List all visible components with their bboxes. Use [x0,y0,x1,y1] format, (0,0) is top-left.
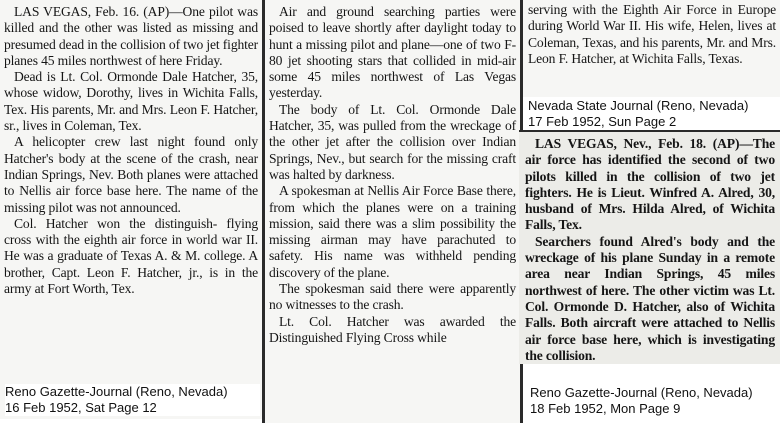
article-paragraph: Air and ground searching parties were poised to leave shortly after daylight today to hunt a missing pilot and plane—one of two F-80 jet shooting stars that collided in mid-air some 45 miles northwest of Las Vegas yesterday. [269,4,516,101]
article-paragraph: LAS VEGAS, Nev., Feb. 18. (AP)—The air force has identified the second of two pilots killed in the collision of two jet fighters. He is Lieut. Winfred A. Alred, 30, husband of Mrs. Hilda Alred, of Wichita Falls, Tex. [525,136,775,233]
caption-publication: Nevada State Journal (Reno, Nevada) [528,98,749,113]
source-caption [5,384,260,416]
article-paragraph: The body of Lt. Col. Ormonde Dale Hatcher, 35, was pulled from the wreckage of the other jet after the collision over Indian Springs, Nev., but search for the missing craft was halted by darkness. [269,101,516,182]
clipping-middle-article [265,0,520,423]
clipping-reno-gazette-feb16 [0,0,262,419]
caption-date-page: 17 Feb 1952, Sun Page 2 [528,114,677,129]
caption-publication: Reno Gazette-Journal (Reno, Nevada) [5,384,228,399]
article-body [269,4,516,346]
source-caption [530,385,780,417]
article-body [528,2,776,67]
article-paragraph: Col. Hatcher won the distinguish- flying cross with the eighth air force in world war II. He was a graduate of Texas A. & M. college. A brother, Capt. Leon F. Hatcher, jr., is in the army at Fort Worth, Tex. [4,215,258,297]
article-paragraph: A spokesman at Nellis Air Force Base there, from which the planes were on a training mission, said there was a slim possibility the missing airman may have parachuted to safety. His name was withheld pending discovery of the plane. [269,183,516,280]
clipping-nevada-state-journal-feb17 [523,0,780,97]
article-paragraph: Lt. Col. Hatcher was awarded the Distinguished Flying Cross while [269,313,516,345]
article-paragraph: LAS VEGAS, Feb. 16. (AP)—One pilot was killed and the other was listed as missing and presumed dead in the collision of two jet fighter planes 45 miles northwest of here Friday. [4,4,258,68]
article-paragraph: Dead is Lt. Col. Ormonde Dale Hatcher, 35, whose widow, Dorothy, lives in Wichita Falls, Tex. His parents, Mr. and Mrs. Leon F. Hatcher, sr., lives in Coleman, Tex. [4,69,258,134]
clipping-reno-gazette-feb18 [519,132,780,364]
article-paragraph: Searchers found Alred's body and the wreckage of his plane Sunday in a remote area near Indian Springs, 45 miles northwest of here. The other victim was Lt. Col. Ormonde D. Hatcher, also of Wichita Falls. Both aircraft were attached to Nellis air force base here, which is investigating the collision. [525,233,775,363]
caption-date-page: 18 Feb 1952, Mon Page 9 [530,401,681,416]
source-caption [528,98,780,130]
article-body [525,136,775,364]
article-paragraph: serving with the Eighth Air Force in Europe during World War II. His wife, Helen, lives at Coleman, Texas, and his parents, Mr. and Mrs. Leon F. Hatcher, at Wichita Falls, Texas. [528,2,776,66]
caption-publication: Reno Gazette-Journal (Reno, Nevada) [530,385,753,400]
article-paragraph: A helicopter crew last night found only Hatcher's body at the scene of the crash, near Indian Springs, Nev. Both planes were attached to Nellis air force base here. The name of the missing pilot was not announced. [4,134,258,215]
article-body [4,4,258,297]
caption-date-page: 16 Feb 1952, Sat Page 12 [5,400,157,415]
article-paragraph: The spokesman said there were apparently no witnesses to the crash. [269,281,516,313]
